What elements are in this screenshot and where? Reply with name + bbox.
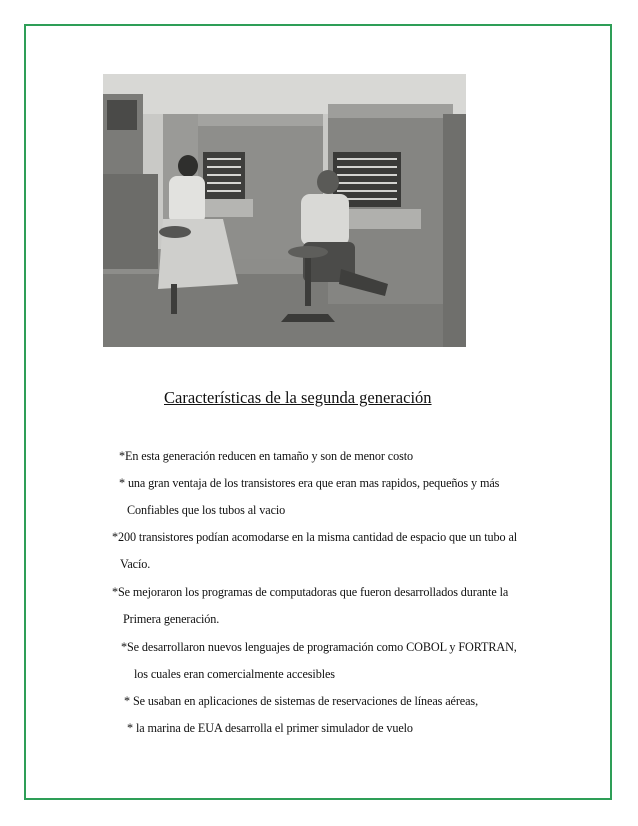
computer-operators-photo (103, 74, 466, 347)
body-line: * una gran ventaja de los transistores era que eran mas rapidos, pequeños y más (119, 476, 500, 490)
body-line: *En esta generación reducen en tamaño y son de menor costo (119, 449, 414, 463)
body-line: Primera generación. (123, 612, 220, 626)
body-line: Confiables que los tubos al vacio (127, 503, 286, 517)
body-line: los cuales eran comercialmente accesibles (134, 667, 335, 681)
body-line: * la marina de EUA desarrolla el primer simulador de vuelo (127, 721, 413, 735)
body-line: * Se usaban en aplicaciones de sistemas de reservaciones de líneas aéreas, (124, 694, 479, 708)
body-line: *Se desarrollaron nuevos lenguajes de programación como COBOL y FORTRAN, (121, 640, 517, 654)
section-title: Características de la segunda generación (164, 388, 432, 407)
body-line: *200 transistores podían acomodarse en la misma cantidad de espacio que un tubo al (112, 530, 518, 544)
body-line: *Se mejoraron los programas de computadoras que fueron desarrollados durante la (112, 585, 509, 599)
body-line: Vacío. (120, 557, 151, 571)
